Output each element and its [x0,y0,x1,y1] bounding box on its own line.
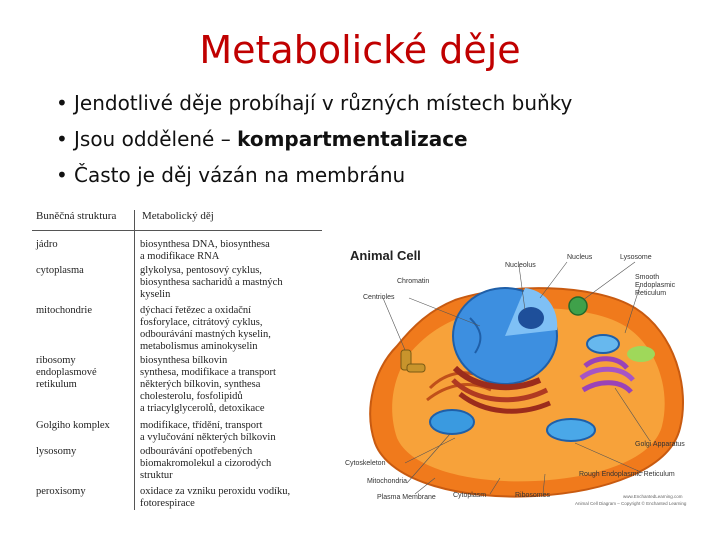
label-ribosomes: Ribosomes [515,492,551,499]
label-rough-er: Rough Endoplasmic Reticulum [579,471,675,478]
bold-term: kompartmentalizace [237,127,468,151]
label-smooth-er: Smooth Endoplasmic Reticulum [635,274,676,297]
label-plasma-membrane: Plasma Membrane [377,494,436,501]
bullet-item: • Jsou oddělené – kompartmentalizace [56,127,468,151]
bullet-item: • Jendotlivé děje probíhají v různých místech buňky [56,91,573,115]
bullet-item: • Často je děj vázán na membránu [56,163,406,187]
table-header-structure: Buněčná struktura [36,210,117,222]
figure-title: Animal Cell [350,248,421,263]
label-golgi: Golgi Apparatus [635,441,685,448]
mitochondrion-shape [430,410,474,434]
lysosome-shape [569,297,587,315]
nucleolus-shape [518,307,544,329]
table-column-divider [134,210,135,510]
slide-title: Metabolické děje [199,28,521,72]
label-mitochondria: Mitochondria [367,478,408,485]
table-divider [32,230,322,231]
label-nucleolus: Nucleolus [505,262,536,269]
table-header-process: Metabolický děj [142,210,214,222]
figure-credit: www.EnchantedLearning.com [623,494,683,499]
label-centrioles: Centrioles [363,294,395,301]
label-cytoskeleton: Cytoskeleton [345,460,386,467]
label-chromatin: Chromatin [397,278,430,285]
figure-copyright: Animal Cell Diagram – Copyright © Enchanted Learning [575,501,687,506]
animal-cell-figure [335,238,700,510]
label-lysosome: Lysosome [620,254,652,261]
bullet-list [56,88,572,196]
metabolism-table: Buněčná struktura Metabolický děj jádro biosynthesa DNA, biosynthesa a modifikace RNA cytoplasma glykolysa, pentosový cyklus, biosynthesa sacharidů a mastných kyselin mitochondrie dýchací řetězec a oxidační fosforylace, citrátový cyklus, odbourávání mastných kyselin, metabolismus aminokyselin ribosomy biosynthesa bílkovin endoplasmové retikulum synthesa, modifikace a transport některých bílkovin, synthesa cholesterolu, fosfolipidů a triacylglycerolů, detoxikace Golgiho komplex modifikace, třídění, transport a vylučování některých bílkovin lysosomy odbourávání opotřebených biomakromolekul a cizorodých struktur peroxisomy oxidace za vzniku peroxidu vodíku, fotorespirace [30,210,326,510]
label-cytoplasm: Cytoplasm [453,492,487,499]
label-nucleus: Nucleus [567,254,593,261]
